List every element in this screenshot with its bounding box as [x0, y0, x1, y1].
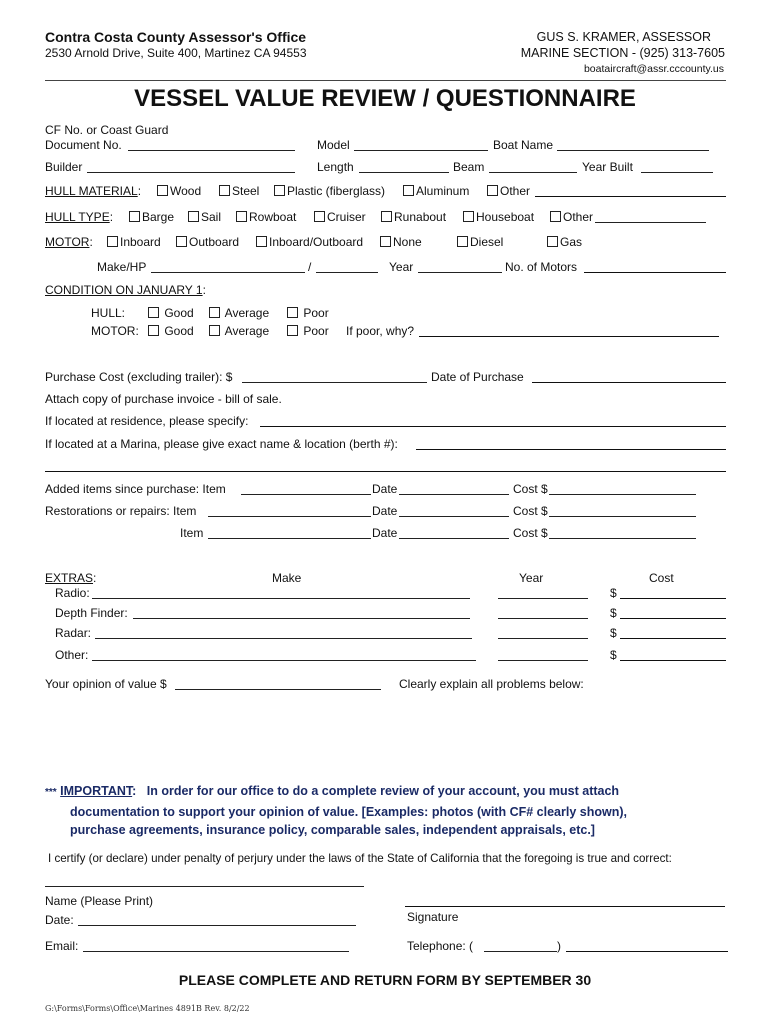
motor-average-checkbox[interactable]: Average: [209, 324, 269, 338]
radar-year-field[interactable]: [498, 638, 588, 639]
year-built-field[interactable]: [641, 172, 713, 173]
checkbox-icon: [148, 325, 159, 336]
hull-good-checkbox[interactable]: Good: [148, 306, 194, 320]
added-cost-label: Cost $: [513, 482, 548, 496]
beam-label: Beam: [453, 160, 485, 174]
checkbox-icon: [274, 185, 285, 196]
explain-problems-label: Clearly explain all problems below:: [399, 677, 584, 691]
condition-motor-label: MOTOR:: [91, 324, 139, 338]
hull-material-plastic-checkbox[interactable]: Plastic (fiberglass): [274, 184, 385, 198]
date-label: Date:: [45, 913, 74, 927]
hull-type-other-checkbox[interactable]: Other: [550, 210, 593, 224]
hull-poor-checkbox[interactable]: Poor: [287, 306, 329, 320]
extras-cost-header: Cost: [649, 571, 674, 585]
radar-make-field[interactable]: [95, 638, 472, 639]
boat-name-field[interactable]: [557, 150, 709, 151]
motor-label: MOTOR:: [45, 235, 93, 249]
num-motors-field[interactable]: [584, 272, 726, 273]
beam-field[interactable]: [489, 172, 577, 173]
motor-year-label: Year: [389, 260, 414, 274]
checkbox-icon: [381, 211, 392, 222]
checkbox-icon: [236, 211, 247, 222]
telephone-label: Telephone: (: [407, 939, 474, 953]
hull-material-aluminum-checkbox[interactable]: Aluminum: [403, 184, 469, 198]
hull-material-wood-checkbox[interactable]: Wood: [157, 184, 201, 198]
radio-year-field[interactable]: [498, 598, 588, 599]
depth-finder-make-field[interactable]: [133, 618, 470, 619]
checkbox-icon: [314, 211, 325, 222]
hull-type-cruiser-checkbox[interactable]: Cruiser: [314, 210, 366, 224]
restoration-cost-label: Cost $: [513, 504, 548, 518]
opinion-of-value-field[interactable]: [175, 689, 381, 690]
if-poor-label: If poor, why?: [346, 324, 415, 338]
hull-material-steel-checkbox[interactable]: Steel: [219, 184, 259, 198]
important-notice-line3: purchase agreements, insurance policy, comparable sales, independent appraisals, etc.]: [70, 823, 595, 837]
header-divider: [45, 80, 726, 81]
checkbox-icon: [148, 307, 159, 318]
date-field[interactable]: [78, 925, 356, 926]
other-make-field[interactable]: [92, 660, 476, 661]
radio-dollar-sign: $: [610, 586, 617, 600]
cf-number-label-line2: Document No.: [45, 138, 122, 152]
added-item-field[interactable]: [241, 494, 371, 495]
checkbox-icon: [487, 185, 498, 196]
restoration-date-field[interactable]: [399, 516, 509, 517]
motor-none-checkbox[interactable]: None: [380, 235, 422, 249]
problems-explanation-area[interactable]: [45, 696, 726, 774]
marina-label: If located at a Marina, please give exact name & location (berth #):: [45, 437, 398, 451]
restoration-item-field[interactable]: [208, 516, 371, 517]
hull-type-label: HULL TYPE:: [45, 210, 114, 224]
hull-type-rowboat-checkbox[interactable]: Rowboat: [236, 210, 296, 224]
office-address: 2530 Arnold Drive, Suite 400, Martinez CA 94553: [45, 46, 307, 60]
email-label: Email:: [45, 939, 79, 953]
checkbox-icon: [209, 307, 220, 318]
extras-label: EXTRAS:: [45, 571, 97, 585]
length-label: Length: [317, 160, 354, 174]
checkbox-icon: [176, 236, 187, 247]
attach-invoice-note: Attach copy of purchase invoice - bill of sale.: [45, 392, 282, 406]
checkbox-icon: [157, 185, 168, 196]
purchase-cost-label: Purchase Cost (excluding trailer): $: [45, 370, 233, 384]
name-print-field[interactable]: [45, 886, 364, 887]
hull-type-runabout-checkbox[interactable]: Runabout: [381, 210, 446, 224]
telephone-paren-close: ): [557, 939, 561, 953]
make-hp-slash: /: [308, 260, 312, 274]
year-built-label: Year Built: [582, 160, 633, 174]
added-items-label: Added items since purchase: Item: [45, 482, 226, 496]
hp-field[interactable]: [316, 272, 378, 273]
checkbox-icon: [457, 236, 468, 247]
cf-number-label-line1: CF No. or Coast Guard: [45, 123, 169, 137]
telephone-area-code-field[interactable]: [484, 951, 557, 952]
extras-radar-label: Radar:: [55, 626, 92, 640]
opinion-of-value-label: Your opinion of value $: [45, 677, 167, 691]
extras-radio-label: Radio:: [55, 586, 90, 600]
make-field[interactable]: [151, 272, 305, 273]
checkbox-icon: [219, 185, 230, 196]
checkbox-icon: [463, 211, 474, 222]
motor-poor-checkbox[interactable]: Poor: [287, 324, 329, 338]
extras-other-label: Other:: [55, 648, 89, 662]
residence-field[interactable]: [260, 426, 726, 427]
hull-type-other-field[interactable]: [595, 222, 706, 223]
signature-field[interactable]: [405, 906, 725, 907]
office-name: Contra Costa County Assessor's Office: [45, 29, 307, 45]
email-field[interactable]: [83, 951, 349, 952]
condition-hull-label: HULL:: [91, 306, 126, 320]
other-dollar-sign: $: [610, 648, 617, 662]
condition-label: CONDITION ON JANUARY 1:: [45, 283, 206, 297]
added-date-field[interactable]: [399, 494, 509, 495]
motor-good-checkbox[interactable]: Good: [148, 324, 194, 338]
return-deadline-notice: PLEASE COMPLETE AND RETURN FORM BY SEPTEMBER 30: [178, 972, 592, 988]
builder-field[interactable]: [87, 172, 295, 173]
checkbox-icon: [129, 211, 140, 222]
important-notice-line1: *** IMPORTANT: In order for our office to do a complete review of your account, you must attach: [45, 784, 620, 798]
model-field[interactable]: [354, 150, 488, 151]
extras-depth-finder-label: Depth Finder:: [55, 606, 128, 620]
radio-make-field[interactable]: [92, 598, 470, 599]
hull-material-other-field[interactable]: [535, 196, 726, 197]
telephone-number-field[interactable]: [566, 951, 728, 952]
depth-finder-cost-field[interactable]: [620, 618, 726, 619]
checkbox-icon: [550, 211, 561, 222]
date-of-purchase-field[interactable]: [532, 382, 726, 383]
extras-year-header: Year: [519, 571, 544, 585]
added-cost-field[interactable]: [549, 494, 696, 495]
restorations-label: Restorations or repairs: Item: [45, 504, 197, 518]
restoration2-date-label: Date: [372, 526, 398, 540]
marina-field-line2[interactable]: [45, 471, 726, 472]
boat-name-label: Boat Name: [493, 138, 554, 152]
extras-make-header: Make: [272, 571, 302, 585]
hull-average-checkbox[interactable]: Average: [209, 306, 269, 320]
added-date-label: Date: [372, 482, 398, 496]
builder-label: Builder: [45, 160, 83, 174]
checkbox-icon: [256, 236, 267, 247]
checkbox-icon: [287, 307, 298, 318]
important-notice-line2: documentation to support your opinion of value. [Examples: photos (with CF# clearly shown),: [70, 805, 627, 819]
if-poor-field[interactable]: [419, 336, 719, 337]
date-of-purchase-label: Date of Purchase: [431, 370, 524, 384]
motor-outboard-checkbox[interactable]: Outboard: [176, 235, 239, 249]
motor-diesel-checkbox[interactable]: Diesel: [457, 235, 503, 249]
radar-cost-field[interactable]: [620, 638, 726, 639]
other-cost-field[interactable]: [620, 660, 726, 661]
hull-material-other-checkbox[interactable]: Other: [487, 184, 530, 198]
purchase-cost-field[interactable]: [242, 382, 427, 383]
length-field[interactable]: [359, 172, 449, 173]
form-file-path: G:\Forms\Forms\Office\Marines 4891B Rev. 8/2/22: [45, 1004, 250, 1013]
motor-inboard-checkbox[interactable]: Inboard: [107, 235, 161, 249]
certify-statement: I certify (or declare) under penalty of perjury under the laws of the State of California that the foregoing is true and correct:: [48, 852, 672, 865]
num-motors-label: No. of Motors: [505, 260, 578, 274]
checkbox-icon: [403, 185, 414, 196]
hull-type-houseboat-checkbox[interactable]: Houseboat: [463, 210, 534, 224]
name-print-label: Name (Please Print): [45, 894, 154, 908]
restoration-date-label: Date: [372, 504, 398, 518]
make-hp-label: Make/HP: [97, 260, 147, 274]
restoration-cost-field[interactable]: [549, 516, 696, 517]
depth-finder-dollar-sign: $: [610, 606, 617, 620]
signature-label: Signature: [407, 910, 459, 924]
checkbox-icon: [188, 211, 199, 222]
restoration2-cost-label: Cost $: [513, 526, 548, 540]
hull-type-sail-checkbox[interactable]: Sail: [188, 210, 221, 224]
restoration2-date-field[interactable]: [399, 538, 509, 539]
cf-number-field[interactable]: [128, 150, 295, 151]
hull-type-barge-checkbox[interactable]: Barge: [129, 210, 174, 224]
restoration2-item-field[interactable]: [208, 538, 371, 539]
checkbox-icon: [547, 236, 558, 247]
depth-finder-year-field[interactable]: [498, 618, 588, 619]
checkbox-icon: [380, 236, 391, 247]
assessor-name: GUS S. KRAMER, ASSESSOR: [536, 30, 711, 44]
motor-inboard-outboard-checkbox[interactable]: Inboard/Outboard: [256, 235, 363, 249]
marine-section-phone: MARINE SECTION - (925) 313-7605: [520, 46, 725, 60]
radio-cost-field[interactable]: [620, 598, 726, 599]
model-label: Model: [317, 138, 350, 152]
marina-field[interactable]: [416, 449, 726, 450]
checkbox-icon: [209, 325, 220, 336]
radar-dollar-sign: $: [610, 626, 617, 640]
hull-material-label: HULL MATERIAL:: [45, 184, 142, 198]
checkbox-icon: [287, 325, 298, 336]
form-title: VESSEL VALUE REVIEW / QUESTIONNAIRE: [134, 85, 636, 112]
motor-year-field[interactable]: [418, 272, 502, 273]
office-email[interactable]: boataircraft@assr.cccounty.us: [583, 63, 724, 75]
restoration2-item-label: Item: [180, 526, 204, 540]
checkbox-icon: [107, 236, 118, 247]
residence-label: If located at residence, please specify:: [45, 414, 249, 428]
other-year-field[interactable]: [498, 660, 588, 661]
restoration2-cost-field[interactable]: [549, 538, 696, 539]
motor-gas-checkbox[interactable]: Gas: [547, 235, 582, 249]
